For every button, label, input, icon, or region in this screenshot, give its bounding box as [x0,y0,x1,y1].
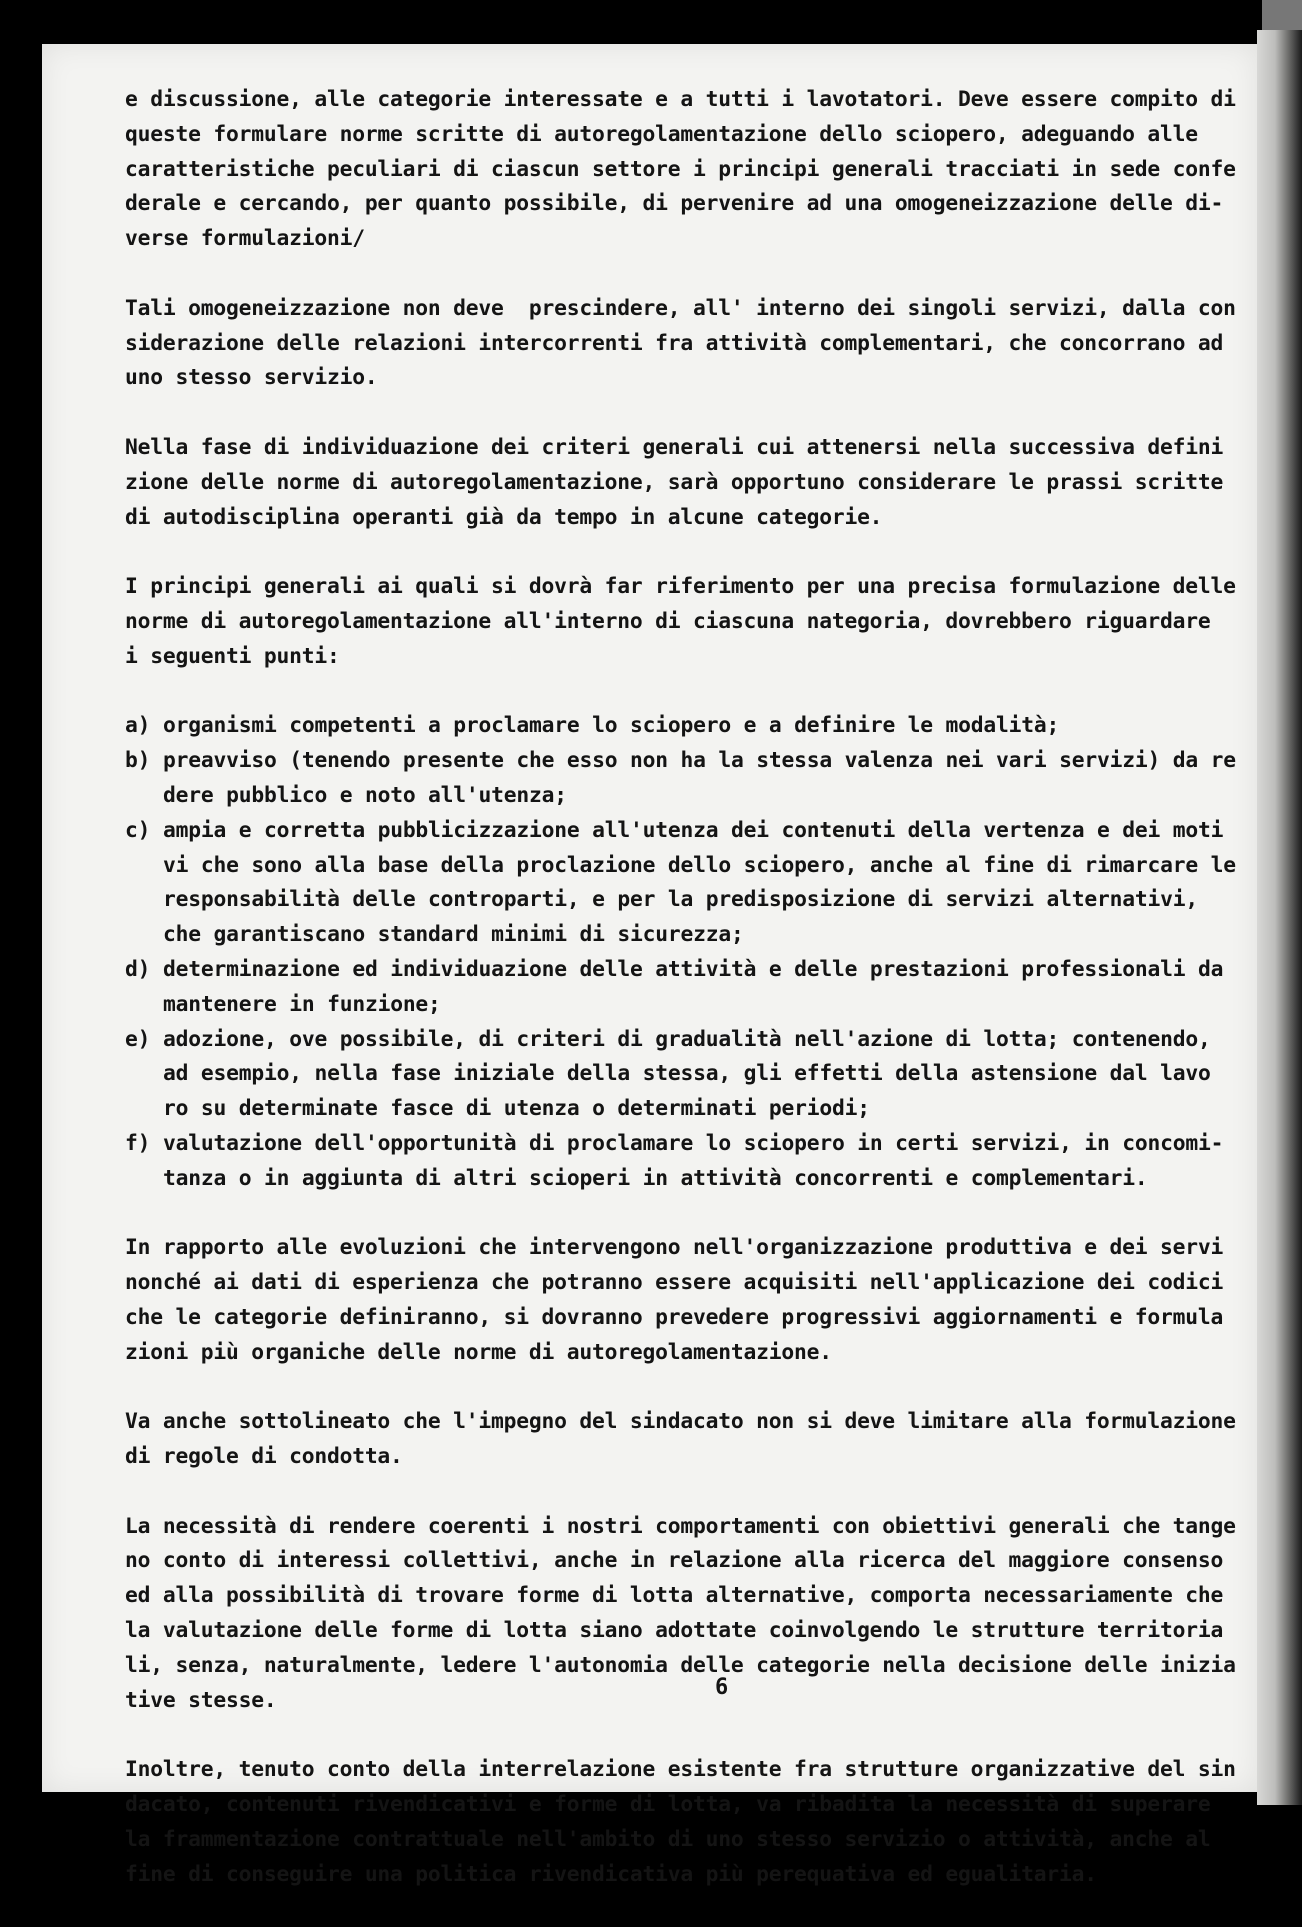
paragraph [125,1405,1255,1475]
binding-top-edge [1262,0,1302,30]
paragraph [125,1753,1255,1892]
text-line: i seguenti punti: [125,643,340,669]
list-item [125,1023,1255,1127]
text-line: uno stesso servizio. [125,365,378,391]
paragraphs-before-list [125,83,1255,675]
list-item-text: adozione, ove possibile, di criteri di gradualità nell'azione di lotta; contenendo, [163,1026,1211,1052]
list-item-text: vi che sono alla base della proclazione dello sciopero, anche al fine di rimarcare le [163,852,1236,878]
list-item-text: determinazione ed individuazione delle attività e delle prestazioni professionali da [163,956,1224,982]
list-item-text: ampia e corretta pubblicizzazione all'utenza dei contenuti della vertenza e dei moti [163,817,1224,843]
list-item-line [125,1057,1255,1092]
list-item-letter: f) [125,1130,151,1156]
list-item-line [125,814,1255,849]
list-item-line [125,1162,1255,1197]
list-item-text: dere pubblico e noto all'utenza; [163,782,567,808]
list-item-line [125,953,1255,988]
text-line: no conto di interessi collettivi, anche in relazione alla ricerca del maggiore consenso [125,1548,1224,1574]
text-line: la valutazione delle forme di lotta siano adottate coinvolgendo le strutture territoria [125,1618,1224,1644]
text-line: che le categorie definiranno, si dovranno prevedere progressivi aggiornamenti e formula [125,1304,1224,1330]
text-line: dacato, contenuti rivendicativi e forme di lotta, va ribadita la necessità di superare [125,1792,1211,1818]
text-line: I principi generali ai quali si dovrà far riferimento per una precisa formulazione delle [125,574,1236,600]
list-item-text: ro su determinate fasce di utenza o determinati periodi; [163,1096,870,1122]
list-item-line [125,918,1255,953]
list-item [125,1127,1255,1197]
list-item-letter: e) [125,1026,151,1052]
paragraph [125,1510,1255,1719]
page-binding-edge [1257,30,1302,1805]
page-number: 6 [715,1675,729,1700]
text-line: zione delle norme di autoregolamentazione, sarà opportuno considerare le prassi scritte [125,469,1224,495]
paragraph [125,292,1255,396]
text-line: e discussione, alle categorie interessate e a tutti i lavotatori. Deve essere compito di [125,87,1236,112]
list-item-line [125,849,1255,884]
list-item-line [125,1023,1255,1058]
list-item [125,744,1255,814]
text-line: di autodisciplina operanti già da tempo in alcune categorie. [125,504,883,530]
text-line: di regole di condotta. [125,1444,403,1470]
list-item-line [125,779,1255,814]
text-line: caratteristiche peculiari di ciascun settore i principi generali tracciati in sede confe [125,156,1236,182]
list-item-text: preavviso (tenendo presente che esso non ha la stessa valenza nei vari servizi) da re [163,748,1236,774]
text-line: fine di conseguire una politica rivendicativa più perequativa ed egualitaria. [125,1861,1097,1887]
paragraphs-after-list [125,1231,1255,1892]
text-line: norme di autoregolamentazione all'interno di ciascuna nategoria, dovrebbero riguardare [125,608,1211,634]
list-item [125,709,1255,744]
paragraph [125,83,1255,257]
text-line: nonché ai dati di esperienza che potranno essere acquisiti nell'applicazione dei codici [125,1270,1224,1296]
list-item-letter: c) [125,817,151,843]
list-item-line [125,744,1255,779]
list-item [125,814,1255,953]
list-item-text: mantenere in funzione; [163,991,441,1017]
text-line: ed alla possibilità di trovare forme di lotta alternative, comporta necessariamente che [125,1583,1224,1609]
text-line: In rapporto alle evoluzioni che intervengono nell'organizzazione produttiva e dei servi [125,1235,1224,1261]
text-line: li, senza, naturalmente, ledere l'autonomia delle categorie nella decisione delle inizia [125,1652,1236,1678]
list-item-text: responsabilità delle controparti, e per la predisposizione di servizi alternativi, [163,887,1198,913]
text-line: derale e cercando, per quanto possibile, di pervenire ad una omogeneizzazione delle di- [125,191,1224,217]
text-line: Nella fase di individuazione dei criteri generali cui attenersi nella successiva defini [125,434,1224,460]
list-item [125,953,1255,1023]
text-line: zioni più organiche delle norme di autoregolamentazione. [125,1339,832,1365]
list-item-line [125,1092,1255,1127]
text-line: Tali omogeneizzazione non deve prescindere, all' interno dei singoli servizi, dalla con [125,295,1236,321]
paragraph [125,431,1255,535]
list-item-letter: b) [125,748,151,774]
list-item-line [125,1127,1255,1162]
text-line: la frammentazione contrattuale nell'ambito di uno stesso servizio o attività, anche al [125,1826,1211,1852]
list-item-text: ad esempio, nella fase iniziale della stessa, gli effetti della astensione dal lavo [163,1061,1211,1087]
list-item-letter: a) [125,713,151,739]
list-item-text: organismi competenti a proclamare lo sciopero e a definire le modalità; [163,713,1060,739]
text-line: La necessità di rendere coerenti i nostri comportamenti con obiettivi generali che tange [125,1513,1236,1539]
text-line: siderazione delle relazioni intercorrenti fra attività complementari, che concorrano ad [125,330,1224,356]
list-item-letter: d) [125,956,151,982]
list-item-line [125,988,1255,1023]
list-item-text: che garantiscano standard minimi di sicurezza; [163,922,744,948]
text-line: Va anche sottolineato che l'impegno del sindacato non si deve limitare alla formulazione [125,1409,1236,1435]
text-line: verse formulazioni/ [125,226,365,252]
document-body [125,83,1255,1927]
paragraph [125,1231,1255,1370]
list-item-text: tanza o in aggiunta di altri scioperi in attività concorrenti e complementari. [163,1165,1148,1191]
text-line: Inoltre, tenuto conto della interrelazione esistente fra strutture organizzative del sin [125,1757,1236,1783]
list-item-line [125,709,1255,744]
list-item-text: valutazione dell'opportunità di proclamare lo sciopero in certi servizi, in concomi- [163,1130,1224,1156]
principles-list [125,709,1255,1196]
text-line: tive stesse. [125,1687,277,1713]
text-line: queste formulare norme scritte di autoregolamentazione dello sciopero, adeguando alle [125,121,1198,147]
list-item-line [125,883,1255,918]
paragraph [125,570,1255,674]
